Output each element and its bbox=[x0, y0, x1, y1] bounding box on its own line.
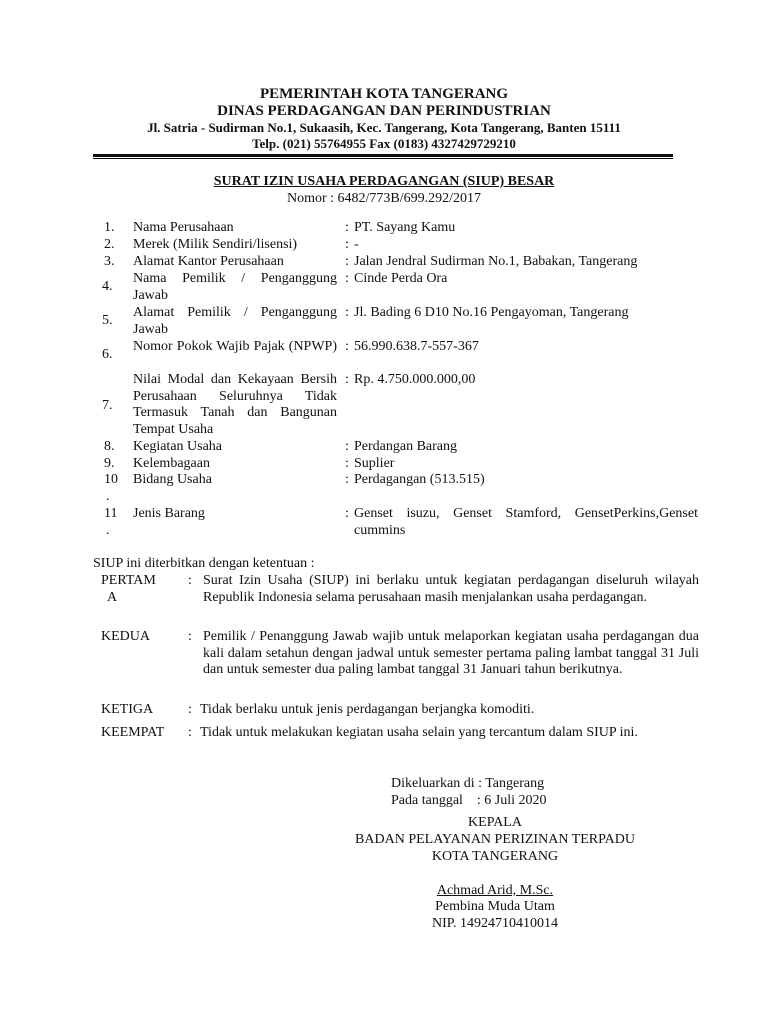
field-value-company-name: PT. Sayang Kamu bbox=[354, 220, 456, 235]
field-value-business-field: Perdagangan (513.515) bbox=[354, 472, 485, 487]
conditions-intro: SIUP ini diterbitkan dengan ketentuan : bbox=[93, 556, 315, 571]
header-phone: Telp. (021) 55764955 Fax (0183) 4327429729210 bbox=[252, 136, 516, 151]
field-label: Nilai Modal dan Kekayaan Bersih Perusahaan Seluruhnya Tidak Termasuk Tanah dan Bangunan Tempat Usaha bbox=[133, 372, 337, 437]
condition-text-first: Surat Izin Usaha (SIUP) ini berlaku untuk kegiatan perdagangan diseluruh wilayah Republik Indonesia selama perusahaan masih menjalankan usaha perdagangan. bbox=[203, 573, 699, 605]
signatory-position: KEPALA bbox=[468, 815, 522, 830]
condition-text-second: Pemilik / Penanggung Jawab wajib untuk melaporkan kegiatan usaha perdagangan dua kali dalam setahun dengan jadwal untuk semester pertama paling lambat tanggal 31 Juli dan untuk semester dua paling lambat tanggal 31 Januari tahun berikutnya. bbox=[203, 629, 699, 677]
signatory-rank: Pembina Muda Utam bbox=[435, 899, 555, 914]
field-colon: : bbox=[345, 305, 349, 320]
field-colon: : bbox=[345, 254, 349, 269]
field-colon: : bbox=[345, 372, 349, 387]
field-number: 1. bbox=[104, 220, 115, 235]
header-address: Jl. Satria - Sudirman No.1, Sukaasih, Kec. Tangerang, Kota Tangerang, Banten 15111 bbox=[147, 120, 621, 135]
goods-type-line2: cummins bbox=[354, 522, 406, 538]
field-number: 3. bbox=[104, 254, 115, 269]
header-agency: DINAS PERDAGANGAN DAN PERINDUSTRIAN bbox=[217, 103, 551, 119]
field-value-brand: - bbox=[354, 237, 359, 252]
goods-type-line1: Genset isuzu, Genset Stamford, GensetPerkins,Genset bbox=[354, 506, 698, 521]
field-colon: : bbox=[345, 506, 349, 521]
field-number: 5. bbox=[102, 313, 113, 328]
field-label: Nomor Pokok Wajib Pajak (NPWP) bbox=[133, 339, 337, 354]
field-value-goods-type bbox=[354, 506, 698, 539]
field-number: 7. bbox=[102, 398, 113, 413]
condition-key: PERTAM bbox=[101, 573, 156, 588]
field-colon: : bbox=[345, 339, 349, 354]
document-number: Nomor : 6482/773B/699.292/2017 bbox=[286, 191, 482, 206]
field-label: Bidang Usaha bbox=[133, 472, 212, 487]
field-number: 9. bbox=[104, 456, 115, 471]
field-label: Kelembagaan bbox=[133, 456, 210, 471]
field-colon: : bbox=[345, 456, 349, 471]
header-divider-thin bbox=[93, 158, 673, 159]
field-value-npwp: 56.990.638.7-557-367 bbox=[354, 339, 479, 354]
field-value-office-address: Jalan Jendral Sudirman No.1, Babakan, Tangerang bbox=[354, 254, 638, 269]
field-label: Kegiatan Usaha bbox=[133, 439, 223, 454]
field-number: 6. bbox=[102, 347, 113, 362]
field-number: 2. bbox=[104, 237, 115, 252]
field-value-business-activity: Perdangan Barang bbox=[354, 439, 458, 454]
condition-colon: : bbox=[188, 702, 192, 717]
field-label: Merek (Milik Sendiri/lisensi) bbox=[133, 237, 298, 252]
document-title: SURAT IZIN USAHA PERDAGANGAN (SIUP) BESAR bbox=[213, 174, 555, 189]
signatory-office-city: KOTA TANGERANG bbox=[431, 849, 559, 864]
field-label: Alamat Pemilik / Penganggung Jawab bbox=[133, 305, 337, 337]
field-number: 10 bbox=[104, 472, 118, 487]
header-divider-thick bbox=[93, 154, 673, 157]
condition-key-continued: A bbox=[107, 590, 118, 605]
condition-text-fourth: Tidak untuk melakukan kegiatan usaha selain yang tercantum dalam SIUP ini. bbox=[200, 725, 638, 740]
field-number: 11 bbox=[104, 506, 118, 521]
field-number: 8. bbox=[104, 439, 115, 454]
field-label: Jenis Barang bbox=[133, 506, 205, 521]
field-colon: : bbox=[345, 439, 349, 454]
signatory-name: Achmad Arid, M.Sc. bbox=[436, 883, 554, 898]
header-government: PEMERINTAH KOTA TANGERANG bbox=[259, 86, 509, 102]
condition-key: KEEMPAT bbox=[101, 725, 165, 740]
field-number-suffix: . bbox=[106, 523, 110, 538]
condition-text-third: Tidak berlaku untuk jenis perdagangan berjangka komoditi. bbox=[200, 702, 535, 717]
condition-colon: : bbox=[188, 725, 192, 740]
field-value-owner-address: Jl. Bading 6 D10 No.16 Pengayoman, Tangerang bbox=[354, 305, 629, 320]
field-number-suffix: . bbox=[106, 489, 110, 504]
field-label: Alamat Kantor Perusahaan bbox=[133, 254, 284, 269]
field-value-owner-name: Cinde Perda Ora bbox=[354, 271, 448, 286]
field-label: Nama Perusahaan bbox=[133, 220, 234, 235]
condition-colon: : bbox=[188, 573, 192, 588]
field-colon: : bbox=[345, 220, 349, 235]
field-colon: : bbox=[345, 237, 349, 252]
condition-key: KEDUA bbox=[101, 629, 150, 644]
issued-place: Dikeluarkan di : Tangerang bbox=[391, 776, 545, 791]
field-value-institution: Suplier bbox=[354, 456, 395, 471]
field-label: Nama Pemilik / Penganggung Jawab bbox=[133, 271, 337, 303]
field-colon: : bbox=[345, 271, 349, 286]
field-value-capital: Rp. 4.750.000.000,00 bbox=[354, 372, 476, 387]
issued-date: Pada tanggal : 6 Juli 2020 bbox=[391, 793, 547, 808]
field-colon: : bbox=[345, 472, 349, 487]
condition-colon: : bbox=[188, 629, 192, 644]
condition-key: KETIGA bbox=[101, 702, 154, 717]
field-number: 4. bbox=[102, 279, 113, 294]
signatory-office: BADAN PELAYANAN PERIZINAN TERPADU bbox=[355, 832, 635, 847]
signatory-nip: NIP. 14924710410014 bbox=[431, 916, 558, 931]
